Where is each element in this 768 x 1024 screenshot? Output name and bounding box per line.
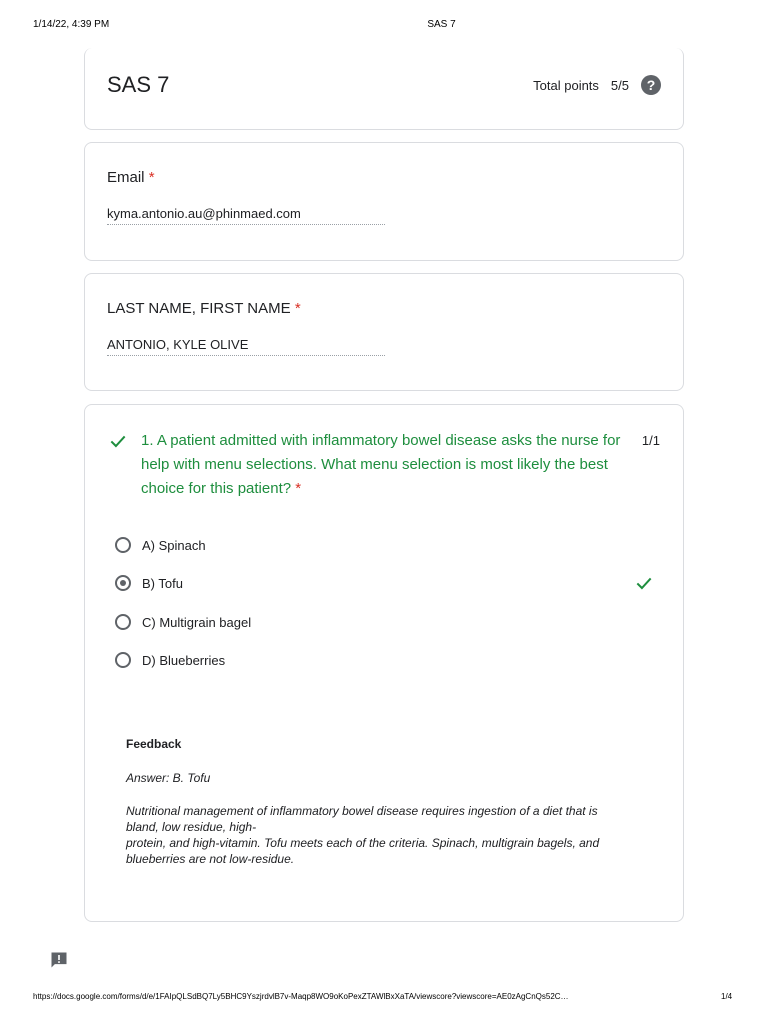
feedback-line: protein, and high-vitamin. Tofu meets each of the criteria. Spinach, multigrain bagels, and: [126, 836, 600, 850]
option-d[interactable]: [115, 649, 225, 671]
feedback-title: Feedback: [126, 737, 182, 751]
correct-check-icon: [634, 573, 654, 593]
name-field: ANTONIO, KYLE OLIVE: [107, 337, 385, 356]
radio-button[interactable]: [115, 652, 131, 668]
total-points-label: Total points: [533, 77, 599, 93]
option-label: B) Tofu: [142, 575, 183, 591]
radio-button[interactable]: [115, 537, 131, 553]
name-label: [107, 300, 301, 317]
feedback-line: Nutritional management of inflammatory bowel disease requires ingestion of a diet that is: [126, 804, 598, 818]
option-label: C) Multigrain bagel: [142, 614, 252, 630]
email-label-text: Email: [107, 169, 145, 186]
question-card: [84, 404, 684, 922]
print-url: https://docs.google.com/forms/d/e/1FAIpQLSdBQ7Ly5BHC9YszjrdvlB7v-Maqp8WO9oKoPexZTAWlBxXaTA/viewscore?viewscore=AE0zAgCnQs52C…: [33, 992, 569, 1001]
form-title: SAS 7: [107, 72, 170, 97]
email-field: kyma.antonio.au@phinmaed.com: [107, 206, 385, 225]
help-icon[interactable]: ?: [641, 75, 661, 95]
option-a[interactable]: [115, 534, 206, 556]
option-c[interactable]: [115, 611, 251, 633]
total-points: [533, 75, 661, 95]
report-feedback-icon[interactable]: [49, 950, 69, 970]
required-mark: *: [148, 169, 155, 186]
radio-button-selected[interactable]: [115, 575, 131, 591]
page-number: 1/4: [721, 992, 733, 1001]
name-card: [84, 273, 684, 391]
feedback-line: bland, low residue, high-: [126, 820, 257, 834]
question-text: [141, 429, 641, 501]
feedback-body: [126, 803, 646, 867]
question-text-body: 1. A patient admitted with inflammatory bowel disease asks the nurse for help with menu selections. What menu selection is most likely the best choice for this patient?: [141, 432, 621, 497]
email-card: [84, 142, 684, 261]
option-label: D) Blueberries: [142, 652, 226, 668]
print-title: SAS 7: [427, 19, 456, 30]
question-score: 1/1: [641, 433, 660, 448]
name-label-text: LAST NAME, FIRST NAME: [107, 300, 291, 317]
option-b[interactable]: [115, 572, 183, 594]
email-label: [107, 169, 155, 186]
option-label: A) Spinach: [142, 537, 206, 553]
total-points-value: 5/5: [610, 77, 629, 93]
form-header-card: [84, 48, 684, 130]
feedback-section: [126, 737, 646, 867]
radio-button[interactable]: [115, 614, 131, 630]
feedback-answer: Answer: B. Tofu: [126, 771, 211, 785]
required-mark: *: [294, 300, 301, 317]
print-datetime: 1/14/22, 4:39 PM: [33, 19, 110, 30]
required-mark: *: [295, 480, 302, 497]
feedback-line: blueberries are not low-residue.: [126, 852, 295, 866]
check-icon: [108, 431, 128, 451]
